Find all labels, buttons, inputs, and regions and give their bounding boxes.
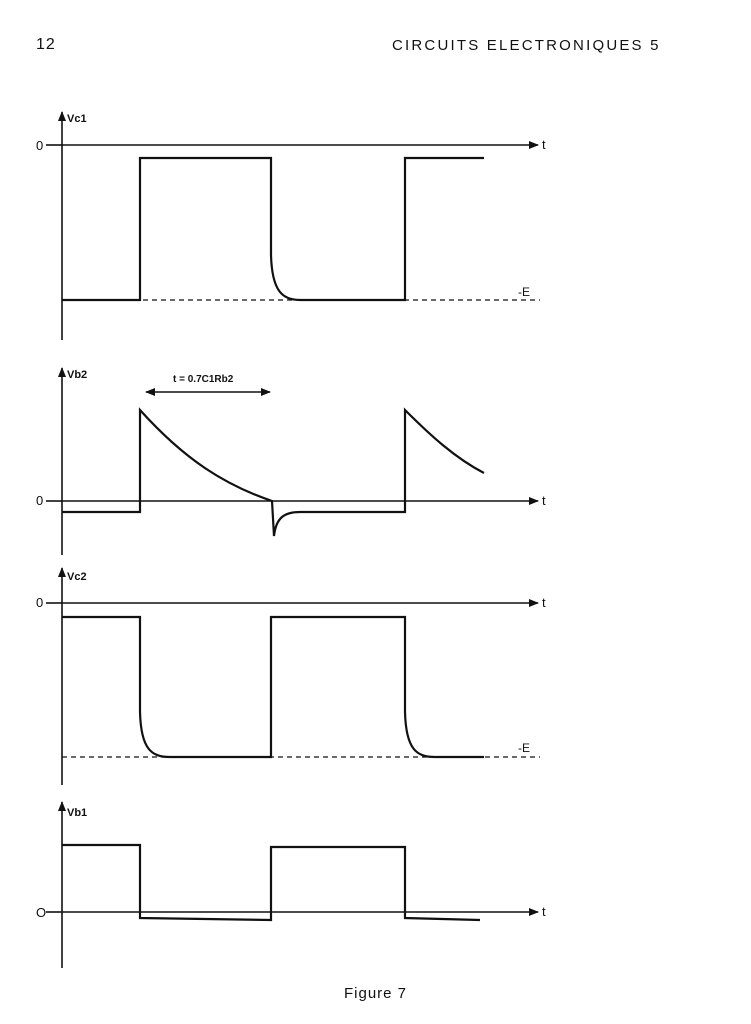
vb2-zero-label: 0 bbox=[36, 493, 44, 508]
vb2-label: Vb2 bbox=[67, 369, 88, 381]
vc2-minus-e-label: -E bbox=[518, 741, 530, 755]
vb1-t-label: t bbox=[542, 904, 546, 919]
book-title: CIRCUITS ELECTRONIQUES 5 bbox=[392, 37, 661, 54]
vb2-t-label: t bbox=[542, 493, 546, 508]
vc1-label: Vc1 bbox=[67, 113, 87, 125]
vb1-label: Vb1 bbox=[67, 807, 88, 819]
vb1-waveform bbox=[62, 845, 480, 920]
vb2-time-constant-label: t = 0.7C1Rb2 bbox=[173, 374, 234, 385]
plot-vc1 bbox=[46, 112, 540, 340]
plot-vb1 bbox=[46, 802, 538, 968]
vc1-waveform bbox=[62, 158, 484, 300]
vc1-minus-e-label: -E bbox=[518, 285, 530, 299]
page-number: 12 bbox=[36, 36, 56, 53]
vc1-t-label: t bbox=[542, 137, 546, 152]
vc2-zero-label: 0 bbox=[36, 595, 44, 610]
vb1-zero-label: O bbox=[36, 905, 47, 920]
vb2-waveform bbox=[62, 410, 484, 536]
vc2-waveform bbox=[62, 617, 484, 757]
figure-caption: Figure 7 bbox=[343, 985, 408, 1002]
vc1-zero-label: 0 bbox=[36, 138, 44, 153]
plot-vb2 bbox=[46, 368, 538, 555]
vc2-t-label: t bbox=[542, 595, 546, 610]
vc2-label: Vc2 bbox=[67, 571, 87, 583]
plot-vc2 bbox=[46, 568, 540, 785]
